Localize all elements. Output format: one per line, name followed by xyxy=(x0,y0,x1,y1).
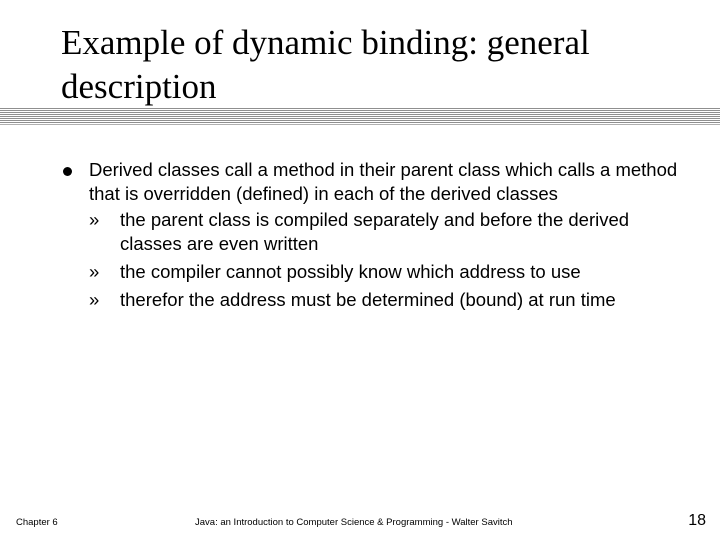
sub-bullet-marker: » xyxy=(89,289,100,310)
footer-chapter: Chapter 6 xyxy=(16,517,58,528)
sub-bullet-text: the parent class is compiled separately and before the derived classes are even written xyxy=(120,209,630,254)
sub-bullet-marker: » xyxy=(89,261,100,282)
slide-title: Example of dynamic binding: general description xyxy=(61,23,590,106)
sub-bullet-text: therefor the address must be determined (bound) at run time xyxy=(120,289,616,310)
title-divider-bottom xyxy=(0,124,720,125)
main-bullet-text: Derived classes call a method in their parent class which calls a method that is overridden (defined) in each of the derived classes xyxy=(89,159,678,204)
sub-bullet-text: the compiler cannot possibly know which address to use xyxy=(120,261,581,282)
sub-bullet-list xyxy=(62,208,682,312)
footer-book-title: Java: an Introduction to Computer Science & Programming - Walter Savitch xyxy=(195,517,513,528)
bullet-dot-icon xyxy=(63,167,72,176)
slide-content xyxy=(62,158,682,316)
sub-bullet xyxy=(89,260,682,284)
sub-bullet xyxy=(89,288,682,312)
sub-bullet xyxy=(89,208,682,256)
footer-page-number: 18 xyxy=(688,512,706,529)
title-divider xyxy=(0,108,720,124)
sub-bullet-marker: » xyxy=(89,209,100,230)
main-bullet xyxy=(62,158,682,206)
